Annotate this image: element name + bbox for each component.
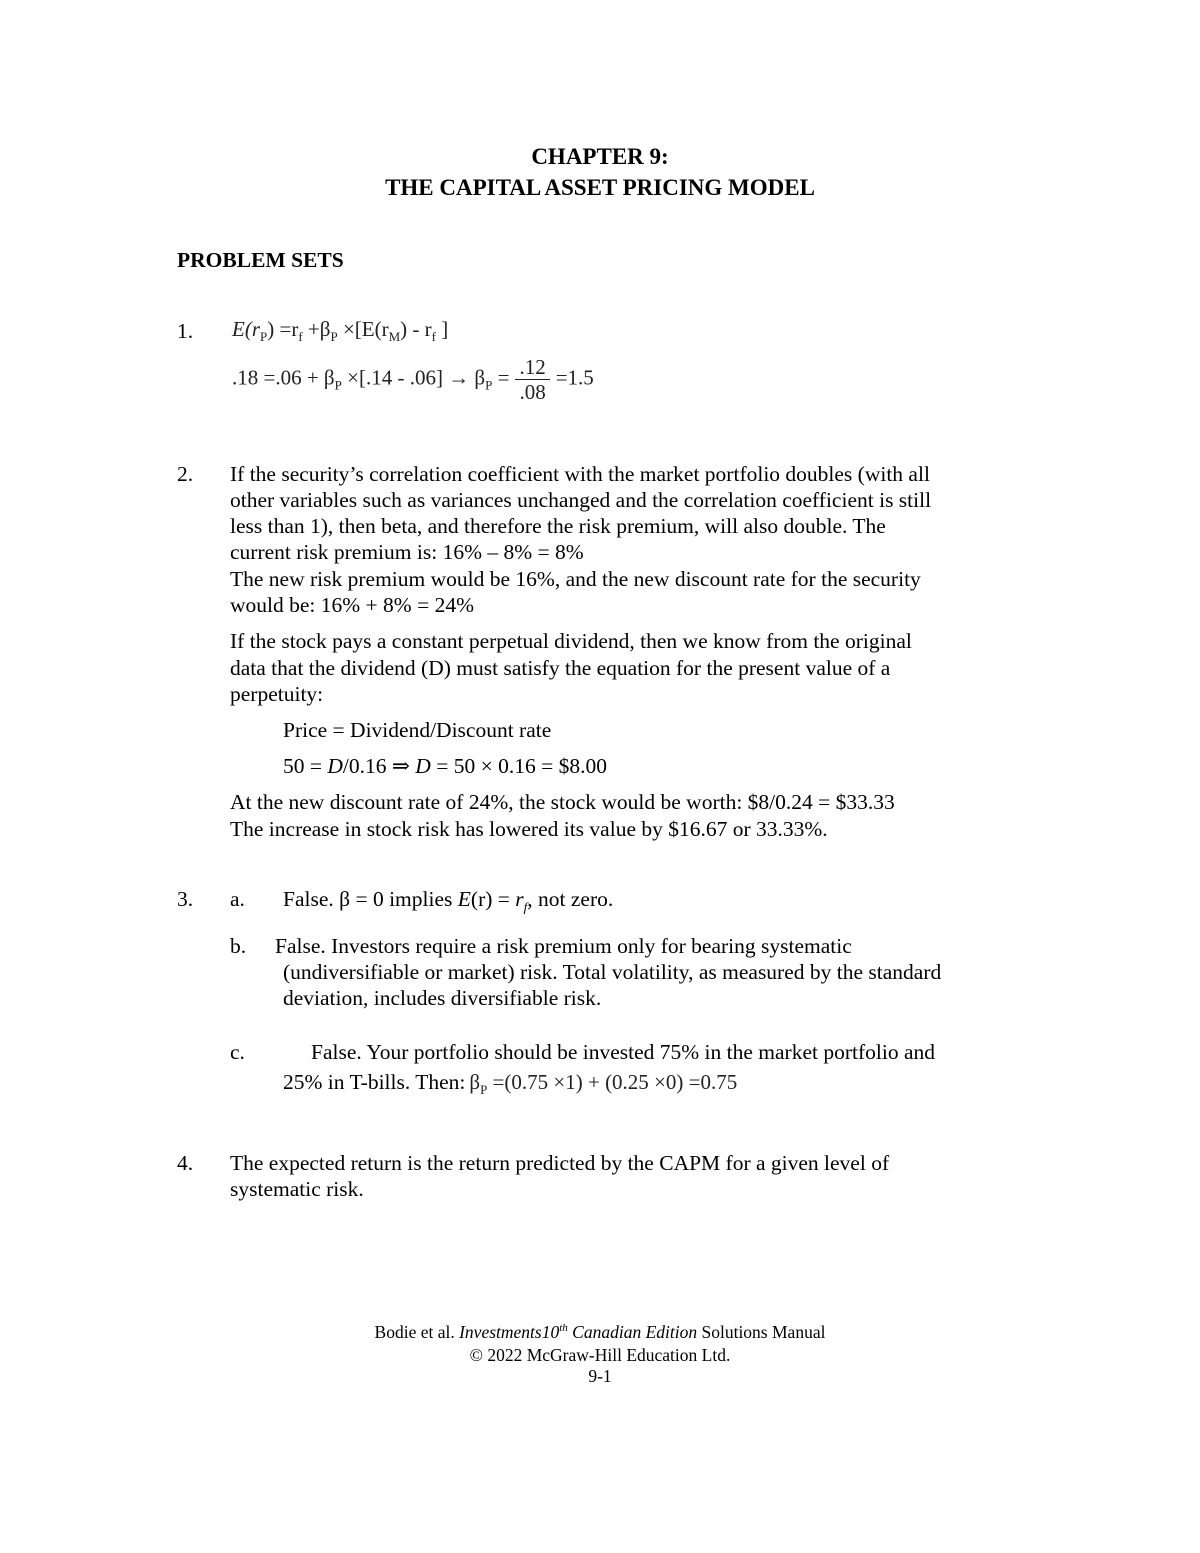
problem-2-line: perpetuity: <box>230 682 324 706</box>
problem-2-line: If the stock pays a constant perpetual dividend, then we know from the original <box>230 629 912 653</box>
problem-3c-line2: 25% in T-bills. Then: $\beta_P =(0.75 \times 1) + (0.25 \times 0) =0.75$ <box>283 1070 738 1098</box>
dividend-formula: 50 = D/0.16 ⇒ D = 50 × 0.16 = $8.00 <box>283 754 607 778</box>
problem-3c-line: False. Your portfolio should be invested 75% in the market portfolio and <box>311 1040 936 1064</box>
problem-2-line: The increase in stock risk has lowered its value by $16.67 or 33.33%. <box>230 817 828 841</box>
footer-copyright: © 2022 McGraw-Hill Education Ltd. <box>469 1345 731 1365</box>
footer-citation: Bodie et al. Investments10th Canadian Edition Solutions Manual <box>374 1322 826 1342</box>
problem-2-line: At the new discount rate of 24%, the stock would be worth: $8/0.24 = $33.33 <box>230 790 895 814</box>
problem-3b-line: deviation, includes diversifiable risk. <box>283 986 602 1010</box>
problem-3c-letter: c. <box>230 1040 245 1064</box>
problem-2-line: The new risk premium would be 16%, and the new discount rate for the security <box>230 567 921 591</box>
chapter-title: THE CAPITAL ASSET PRICING MODEL <box>385 175 815 200</box>
problem-2-number: 2. <box>177 462 194 486</box>
problem-3b-letter: b. <box>230 934 247 958</box>
page-number: 9-1 <box>588 1366 612 1386</box>
price-formula: Price = Dividend/Discount rate <box>283 718 552 742</box>
problem-2-line: current risk premium is: 16% – 8% = 8% <box>230 540 584 564</box>
problem-2-line: would be: 16% + 8% = 24% <box>230 593 474 617</box>
problem-4-number: 4. <box>177 1151 194 1175</box>
problem-4-line: systematic risk. <box>230 1177 364 1201</box>
problem-3b-line: (undiversifiable or market) risk. Total volatility, as measured by the standard <box>283 960 942 984</box>
problem-3b-line: False. Investors require a risk premium only for bearing systematic <box>275 934 852 958</box>
capm-equation: $E(r_P) =r_f +\beta_P \times[E(r_M) - r_f$ ] <box>232 317 449 345</box>
problem-2-line: less than 1), then beta, and therefore the risk premium, will also double. The <box>230 514 886 538</box>
problem-3-number: 3. <box>177 887 194 911</box>
problem-2-line: data that the dividend (D) must satisfy the equation for the present value of a <box>230 656 891 680</box>
beta-calculation: $.18 =.06 + \beta_P \times[.14 - .06] \to \beta_P$ = $\frac{.12}{.08}$ =1.5 <box>232 355 594 404</box>
section-heading: PROBLEM SETS <box>177 248 344 272</box>
chapter-number: CHAPTER 9: <box>531 144 669 169</box>
problem-2-line: If the security’s correlation coefficient with the market portfolio doubles (with all <box>230 462 930 486</box>
problem-3a-letter: a. <box>230 887 245 911</box>
problem-3a-text: False. β = 0 implies $E(r) = r_f$, not zero. <box>283 887 614 915</box>
problem-2-line: other variables such as variances unchanged and the correlation coefficient is still <box>230 488 932 512</box>
problem-1-number: 1. <box>177 319 194 343</box>
beta-fraction: $\frac{.12}{.08}$ <box>515 355 549 404</box>
problem-4-line: The expected return is the return predicted by the CAPM for a given level of <box>230 1151 890 1175</box>
